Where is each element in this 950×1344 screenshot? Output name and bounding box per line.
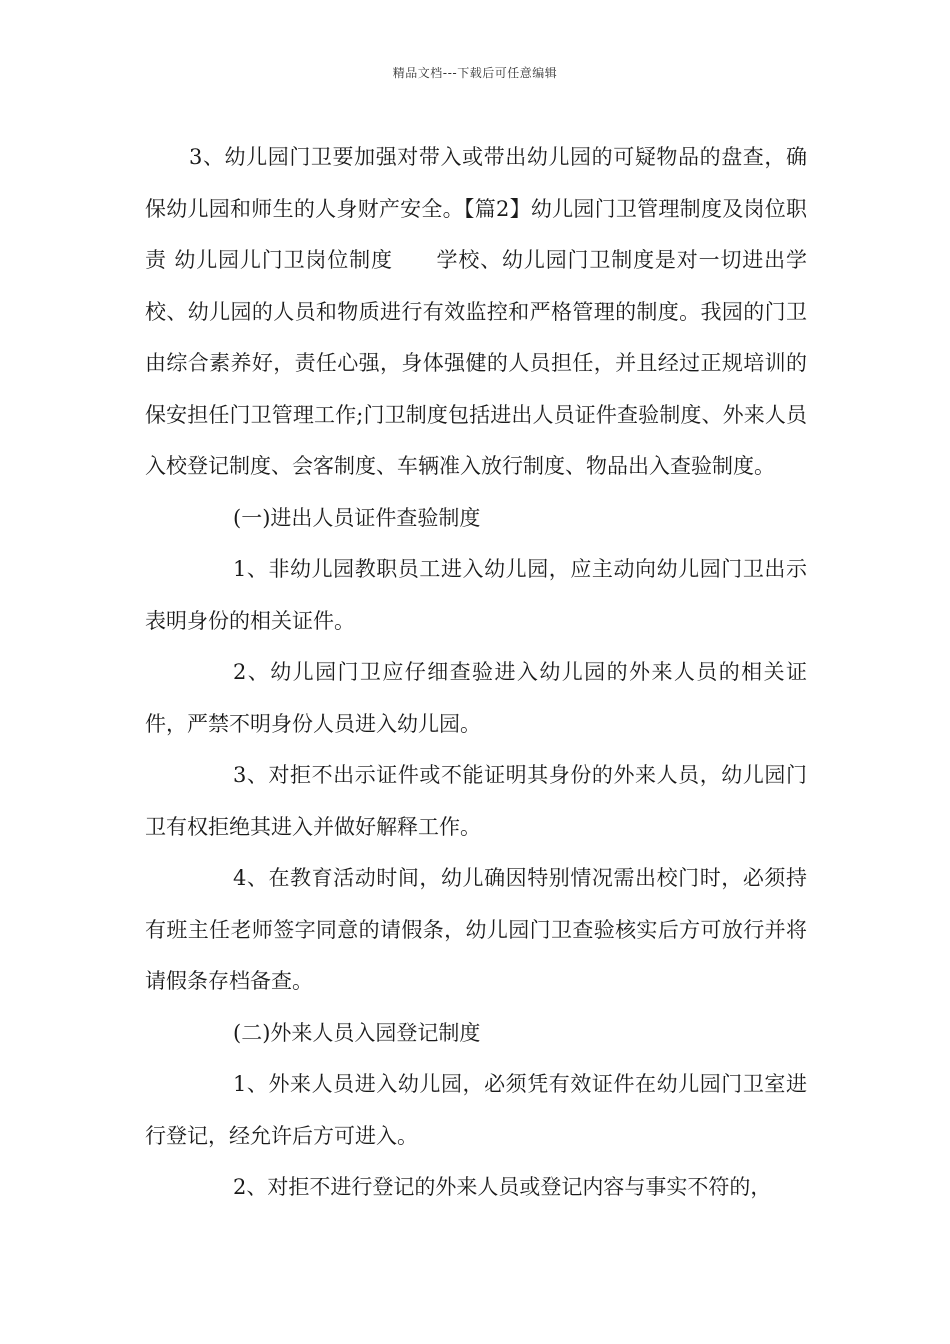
section-heading: (二)外来人员入园登记制度: [233, 1020, 481, 1045]
paragraph: 1、外来人员进入幼儿园，必须凭有效证件在幼儿园门卫室进行登记，经允许后方可进入。: [145, 1072, 807, 1148]
paragraph: 2、幼儿园门卫应仔细查验进入幼儿园的外来人员的相关证件，严禁不明身份人员进入幼儿园。: [145, 660, 807, 736]
paragraph: 3、对拒不出示证件或不能证明其身份的外来人员，幼儿园门卫有权拒绝其进入并做好解释工作。: [145, 763, 807, 839]
paragraph: 4、在教育活动时间，幼儿确因特别情况需出校门时，必须持有班主任老师签字同意的请假条，幼儿园门卫查验核实后方可放行并将请假条存档备查。: [145, 866, 807, 993]
paragraph: 1、非幼儿园教职员工进入幼儿园，应主动向幼儿园门卫出示表明身份的相关证件。: [145, 557, 807, 633]
paragraph: 2、对拒不进行登记的外来人员或登记内容与事实不符的，: [233, 1175, 772, 1199]
document-body: [145, 132, 807, 1214]
paragraph: 3、幼儿园门卫要加强对带入或带出幼儿园的可疑物品的盘查，确保幼儿园和师生的人身财产安全。【篇2】幼儿园门卫管理制度及岗位职责 幼儿园儿门卫岗位制度 学校、幼儿园门卫制度是对一切进出学校、幼儿园的人员和物质进行有效监控和严格管理的制度。我园的门卫由综合素养好，责任心强，身体强健的人员担任，并且经过正规培训的保安担任门卫管理工作;门卫制度包括进出人员证件查验制度、外来人员入校登记制度、会客制度、车辆准入放行制度、物品出入查验制度。: [145, 145, 807, 478]
page-header: 精品文档---下载后可任意编辑: [392, 66, 558, 80]
section-heading: (一)进出人员证件查验制度: [233, 505, 481, 530]
